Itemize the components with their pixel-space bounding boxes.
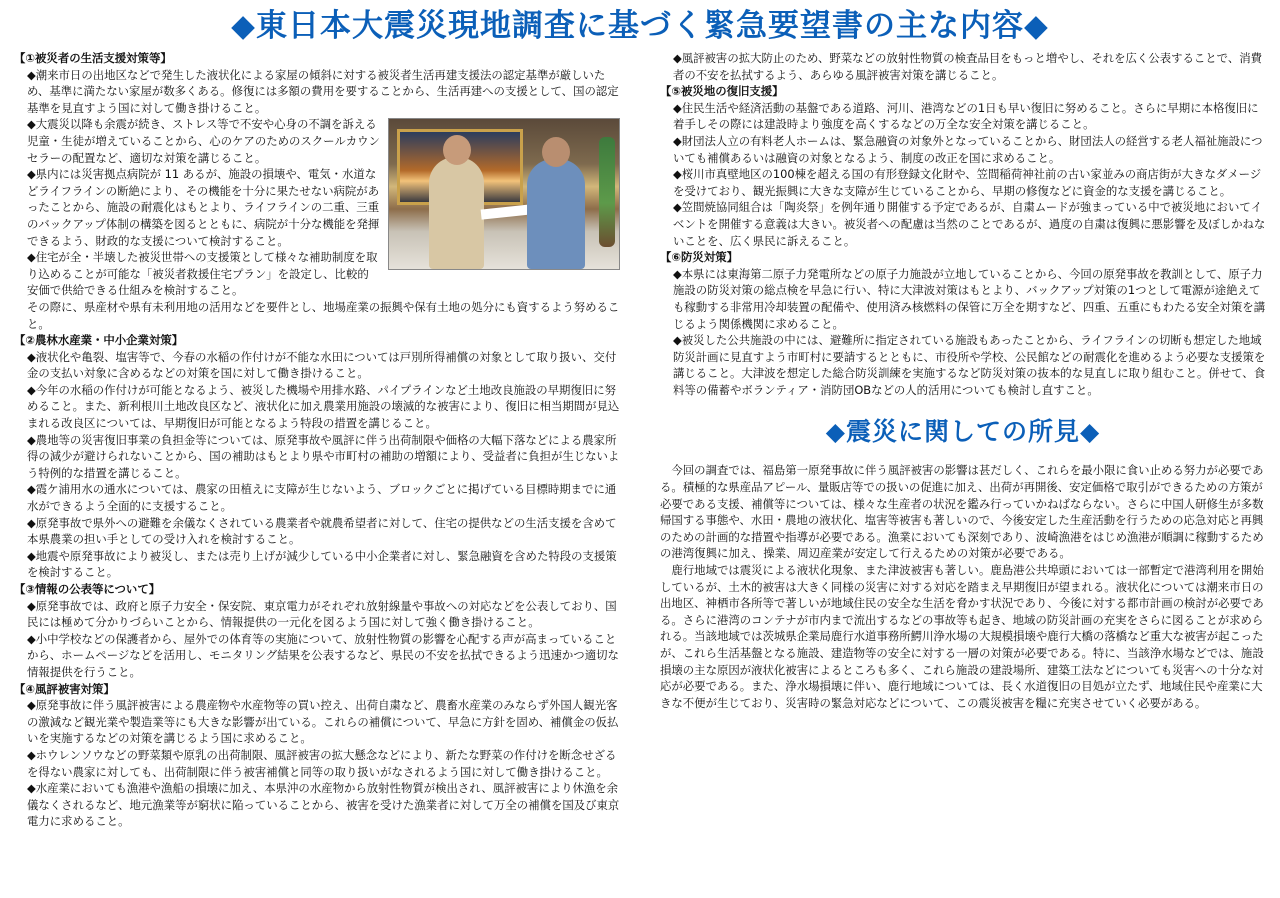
opinion-paragraph: 鹿行地域では震災による液状化現象、また津波被害も著しい。鹿島港公共埠頭においては一部暫定で港湾利用を開始しているが、土木的被害は大きく同様の災害に対する対応を踏まえ早期復旧が望まれる。液状化については潮来市日の出地区、神栖市各所等で著しいが地域住民の安全な生活を脅かす状況であり、今後に対する都市計画の検討が必要である。さらに港湾のコンテナが市内まで流出するなどの事故等も起き、地域の防災計画の充実をさらに図ることが求められる。当該地域では茨城県企業局鹿行水道事務所鰐川浄水場の大規模損壊や鹿行大橋の落橋など重大な被害が起こったが、これら生活基盤となる施設、建造物等の安全に対する一層の対策が必要である。特に、当該浄水場などでは、施設損壊の主な原因が液状化被害によるところも多く、これら施設の建設場所、建築工法などについても災害への十分な対応が必要である。また、浄水場損壊に伴い、鹿行地域については、長く水道復旧の目処が立たず、地域住民や産業に大きな不便が生じており、災害時の緊急対応などについて、この震災被害を糧に充実させていく必要がある。 bbox=[660, 563, 1264, 710]
section-heading-2: 【②農林水産業・中小企業対策】 bbox=[14, 333, 184, 348]
list-item: ◆液状化や亀裂、塩害等で、今春の水稲の作付けが不能な水田については戸別所得補償の対象として取り扱い、交付金の支払い対象に含めるなどの対策を国に対して働き掛けること。 bbox=[27, 349, 617, 381]
right-column bbox=[660, 50, 1266, 711]
list-item: ◆農地等の災害復旧事業の負担金等については、原発事故や風評に伴う出荷制限や価格の大幅下落などによる農家所得の減少が避けられないことから、国の補助はもとより県や市町村の補助の増額により、受益者に負担が生じないよう特例的な措置を講じること。 bbox=[27, 432, 620, 480]
list-item: ◆笠間焼協同組合は「陶炎祭」を例年通り開催する予定であるが、自粛ムードが強まっている中で被災地においてイベントを開催する意義は大きい。被災者への配慮は当然のことであるが、過度の自粛は復興に悪影響を及ぼしかねないことを、広く県民に訴えること。 bbox=[673, 200, 1266, 248]
list-item: ◆大震災以降も余震が続き、ストレス等で不安や心身の不調を訴える児童・生徒が増えていることから、心のケアのためのスクールカウンセラーの配置など、適切な対策を講じること。 bbox=[27, 117, 380, 165]
list-item: ◆潮来市日の出地区などで発生した液状化による家屋の傾斜に対する被災者生活再建支援法の認定基準が厳しいため、基準に満たない家屋が数多くある。修復には多額の費用を要することから、生活再建への支援として、国の認定基準を見直すよう国に対して働き掛けること。 bbox=[27, 67, 619, 115]
list-item: ◆風評被害の拡大防止のため、野菜などの放射性物質の検査品目をもっと増やし、それを広く公表することで、消費者の不安を払拭するよう、あらゆる風評被害対策を講じること。 bbox=[673, 51, 1263, 82]
list-item: ◆地震や原発事故により被災し、または売り上げが減少している中小企業者に対し、緊急融資を含めた特段の支援策を検討すること。 bbox=[27, 548, 617, 580]
section-heading-6: 【⑥防災対策】 bbox=[660, 250, 738, 265]
list-item: ◆住宅が全・半壊した被災世帯への支援策として様々な補助制度を取り込めることが可能な「被災者救援住宅プラン」を設定し、比較的安価で供給できる仕組みを検討すること。 bbox=[27, 250, 378, 298]
list-item: ◆桜川市真壁地区の100棟を超える国の有形登録文化財や、笠間稲荷神社前の古い家並みの商店街が大きなダメージを受けており、観光振興に大きな支障が生じていることから、早期の修復などに資金的な支援を講じること。 bbox=[673, 167, 1262, 198]
section-heading-3: 【③情報の公表等について】 bbox=[14, 582, 161, 596]
section-heading-5: 【⑤被災地の復旧支援】 bbox=[660, 84, 784, 99]
page-title: ◆東日本大震災現地調査に基づく緊急要望書の主な内容◆ bbox=[231, 8, 1049, 44]
opinion-paragraph: 今回の調査では、福島第一原発事故に伴う風評被害の影響は甚だしく、これらを最小限に食い止める努力が必要である。積極的な県産品アピール、量販店等での扱いの促進に加え、出荷が再開後、安定価格で取引ができるための方策が必要である支援、補償等については、様々な生産者の状況を鑑み行っていかねばならない。さらに中国人研修生が多数帰国する事態や、水田・農地の液状化、塩害等被害も著しいので、今後安定した生産活動を行うための応急対応と再興のための計画的な措置や指導が必要である。漁業においても深刻であり、波崎漁港をはじめ漁港が順調に稼動するための港湾復興に加え、操業、周辺産業が安定して行えるための対策が必要である。 bbox=[660, 463, 1264, 561]
left-column bbox=[14, 50, 626, 830]
list-item: ◆原発事故では、政府と原子力安全・保安院、東京電力がそれぞれ放射線量や事故への対応などを公表しており、国民には極めて分かりづらいことから、情報提供の一元化を図るよう国に対して強く働き掛けること。 bbox=[27, 598, 617, 630]
list-item: ◆原発事故で県外への避難を余儀なくされている農業者や就農希望者に対して、住宅の提供などの生活支援を含めて本県農業の担い手としての受け入れを検討すること。 bbox=[27, 515, 617, 547]
section-heading-4: 【④風評被害対策】 bbox=[14, 681, 115, 696]
list-item: ◆ホウレンソウなどの野菜類や原乳の出荷制限、風評被害の拡大懸念などにより、新たな野菜の作付けを断念せざるを得ない農家に対しても、出荷制限に伴う被害補償と同等の取り扱いがなされるよう国に対して働き掛けること。 bbox=[27, 747, 617, 779]
list-item: ◆小中学校などの保護者から、屋外での体育等の実施について、放射性物質の影響を心配する声が高まっていることから、ホームページなどを活用し、モニタリング結果を公表するなど、県民の不安を払拭できるよう迅速かつ適切な情報提供を行うこと。 bbox=[27, 631, 619, 679]
list-item: ◆水産業においても漁港や漁船の損壊に加え、本県沖の水産物から放射性物質が検出され、風評被害により休漁を余儀なくされるなど、地元漁業等が窮状に陥っていることから、被害を受けた漁業者に対して万全の補償を国及び東京電力に求めること。 bbox=[27, 781, 620, 829]
list-item: ◆本県には東海第二原子力発電所などの原子力施設が立地していることから、今回の原発事故を教訓として、原子力施設の防災対策の総点検を早急に行い、特に大津波対策はもとより、バックアップ対策の1つとして電源が途絶えても稼動する非常用冷却装置の配備や、使用済み核燃料の保管に万全を期すなど、四重、五重にもわたる安全対策を講じるよう関係機関に求めること。 bbox=[673, 266, 1266, 331]
list-item: その際に、県産材や県有未利用地の活用などを要件とし、地場産業の振興や保有土地の処分にも資するよう努めること。 bbox=[27, 299, 620, 331]
list-item: ◆原発事故に伴う風評被害による農産物や水産物等の買い控え、出荷自粛など、農畜水産業のみならず外国人観光客の激減など観光業や製造業等にも大きな影響が出ている。これらの補償について、早急に方針を固め、補償金の仮払いを実施するなどの対策を講じるよう国に求めること。 bbox=[27, 698, 619, 746]
list-item: ◆住民生活や経済活動の基盤である道路、河川、港湾などの1日も早い復旧に努めること。さらに早期に本格復旧に着手しその際には建設時より強度を高くするなどの万全な安全対策を講じること。 bbox=[673, 100, 1259, 132]
list-item: ◆財団法人立の有料老人ホームは、緊急融資の対象外となっていることから、財団法人の経営する老人福祉施設についても補償あるいは融資の対象となるよう、制度の改正を国に求めること。 bbox=[673, 133, 1263, 165]
list-item: ◆被災した公共施設の中には、避難所に指定されている施設もあったことから、ライフラインの切断も想定した地域防災計画に見直すよう市町村に要請するとともに、市役所や学校、公民館などの耐震化を進めるよう必要な支援策を講じること。大津波を想定した総合防災訓練を実施するなど防災対策の抜本的な見直しに取り組むこと。併せて、食料等の備蓄やボランティア・消防団OBなどの人的活用についても検討し直すこと。 bbox=[673, 333, 1266, 397]
list-item: ◆今年の水稲の作付けが可能となるよう、被災した機場や用排水路、パイプラインなど土地改良施設の早期復旧に努めること。また、新利根川土地改良区など、液状化に加え農業用施設の壊滅的な被害により、復旧に相当期間が見込まれる改良区については、早期復旧が可能となるよう特段の措置を講じること。 bbox=[27, 382, 620, 431]
section-heading-1: 【①被災者の生活支援対策等】 bbox=[14, 51, 172, 65]
list-item: ◆県内には災害拠点病院が 11 あるが、施設の損壊や、電気・水道などライフラインの断絶により、その機能を十分に果たせない病院があったことから、施設の耐震化はもとより、ライフラインの二重、三重のバックアップ体制の構築を図るとともに、病院が十分な機能を発揮できるよう、財政的な支援について検討すること。 bbox=[27, 167, 380, 248]
list-item: ◆霞ケ浦用水の通水については、農家の田植えに支障が生じないよう、ブロックごとに掲げている目標時期までに通水ができるよう全面的に支援すること。 bbox=[27, 482, 617, 514]
opinion-title: ◆震災に関しての所見◆ bbox=[825, 417, 1101, 447]
